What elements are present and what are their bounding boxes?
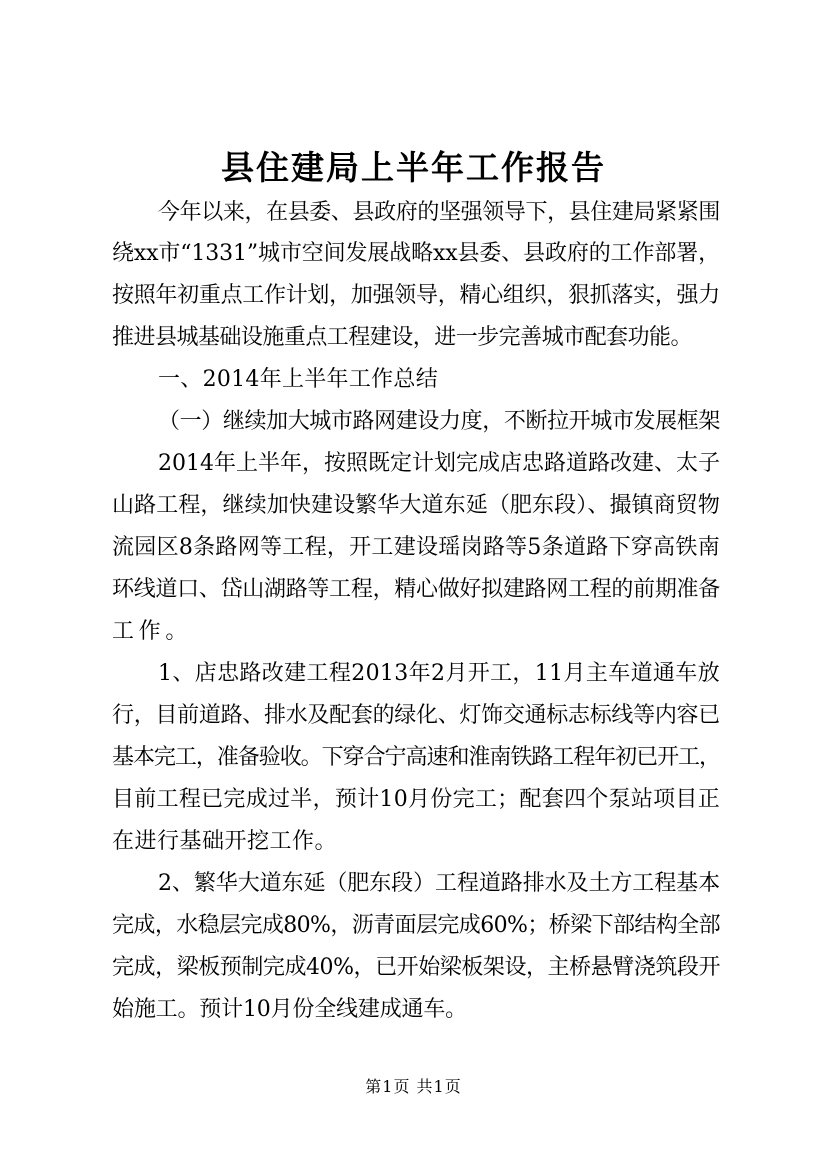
paragraph-line: 绕xx市“1331”城市空间发展战略xx县委、县政府的工作部署， — [112, 241, 720, 266]
paragraph-line: 工作。 — [112, 619, 192, 644]
paragraph-line: 基本完工，准备验收。下穿合宁高速和淮南铁路工程年初已开工， — [112, 745, 720, 770]
document-title: 县住建局上半年工作报告 — [221, 148, 606, 187]
paragraph-line: 按照年初重点工作计划，加强领导，精心组织，狠抓落实，强力 — [112, 283, 720, 308]
paragraph-line: 1、店忠路改建工程2013年2月开工，11月主车道通车放 — [158, 661, 720, 686]
paragraph-line: 2、繁华大道东延（肥东段）工程道路排水及土方工程基本 — [158, 871, 720, 896]
page-footer: 第1页 共1页 — [365, 1077, 462, 1096]
paragraph-line: 在进行基础开挖工作。 — [112, 829, 337, 854]
paragraph-line: 环线道口、岱山湖路等工程，精心做好拟建路网工程的前期准备 — [112, 577, 720, 602]
section-heading: 一、2014年上半年工作总结 — [158, 367, 438, 392]
paragraph-line: 流园区8条路网等工程，开工建设瑶岗路等5条道路下穿高铁南 — [112, 535, 720, 560]
paragraph-line: 完成，梁板预制完成40%，已开始梁板架设，主桥悬臂浇筑段开 — [112, 955, 720, 980]
paragraph-line: 目前工程已完成过半，预计10月份完工；配套四个泵站项目正 — [112, 787, 720, 812]
paragraph-line: 今年以来，在县委、县政府的坚强领导下，县住建局紧紧围 — [158, 200, 720, 225]
paragraph-line: 2014年上半年，按照既定计划完成店忠路道路改建、太子 — [158, 451, 720, 476]
paragraph-line: 推进县城基础设施重点工程建设，进一步完善城市配套功能。 — [112, 325, 692, 350]
paragraph-line: 行，目前道路、排水及配套的绿化、灯饰交通标志标线等内容已 — [112, 703, 720, 728]
subsection-heading: （一）继续加大城市路网建设力度，不断拉开城市发展框架 — [158, 409, 720, 434]
paragraph-line: 完成，水稳层完成80%，沥青面层完成60%；桥梁下部结构全部 — [112, 913, 720, 938]
paragraph-line: 始施工。预计10月份全线建成通车。 — [112, 997, 467, 1022]
paragraph-line: 山路工程，继续加快建设繁华大道东延（肥东段）、撮镇商贸物 — [112, 493, 720, 518]
